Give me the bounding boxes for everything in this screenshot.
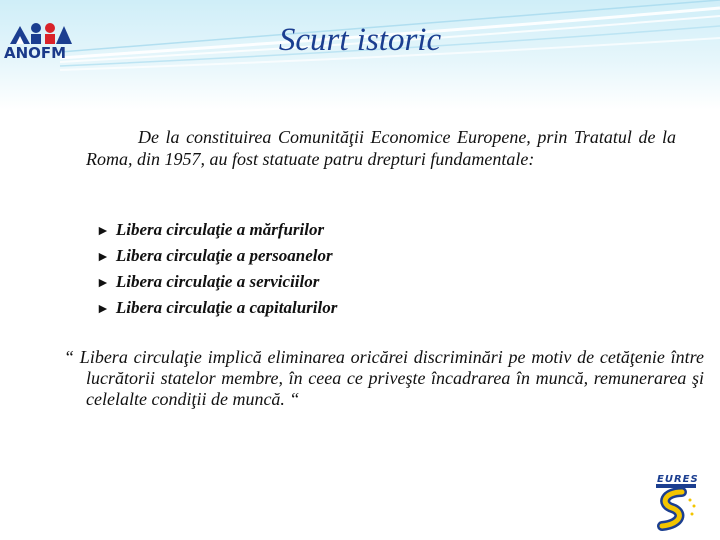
freedom-persons: Libera circulaţie a persoanelor xyxy=(115,246,333,265)
bullet-arrow-icon: ► xyxy=(96,276,110,291)
freedom-capital: Libera circulaţie a capitalurilor xyxy=(115,298,338,317)
anofm-logo-text: ANOFM xyxy=(4,44,67,62)
list-item xyxy=(96,245,337,271)
intro-paragraph: De la constituirea Comunităţii Economice Europene, prin Tratatul de la Roma, din 1957, au fost statuate patru drepturi fundamentale: xyxy=(86,127,676,169)
eures-logo-text: EURES xyxy=(657,474,699,485)
freedoms-list xyxy=(96,219,337,323)
list-item xyxy=(96,219,337,245)
slide-title: Scurt istoric xyxy=(278,22,442,58)
list-item xyxy=(96,297,337,323)
list-item xyxy=(96,271,337,297)
quote-paragraph: “ Libera circulaţie implică eliminarea oricărei discriminări pe motiv de cetăţenie între lucrătorii statelor membre, în ceea ce priveşte încadrarea în muncă, remunerarea şi celelalte condiţii de muncă. “ xyxy=(64,347,704,409)
freedom-services: Libera circulaţie a serviciilor xyxy=(115,272,320,291)
bullet-arrow-icon: ► xyxy=(96,302,110,317)
freedom-goods: Libera circulaţie a mărfurilor xyxy=(115,220,325,239)
bullet-arrow-icon: ► xyxy=(96,224,110,239)
bullet-arrow-icon: ► xyxy=(96,250,110,265)
